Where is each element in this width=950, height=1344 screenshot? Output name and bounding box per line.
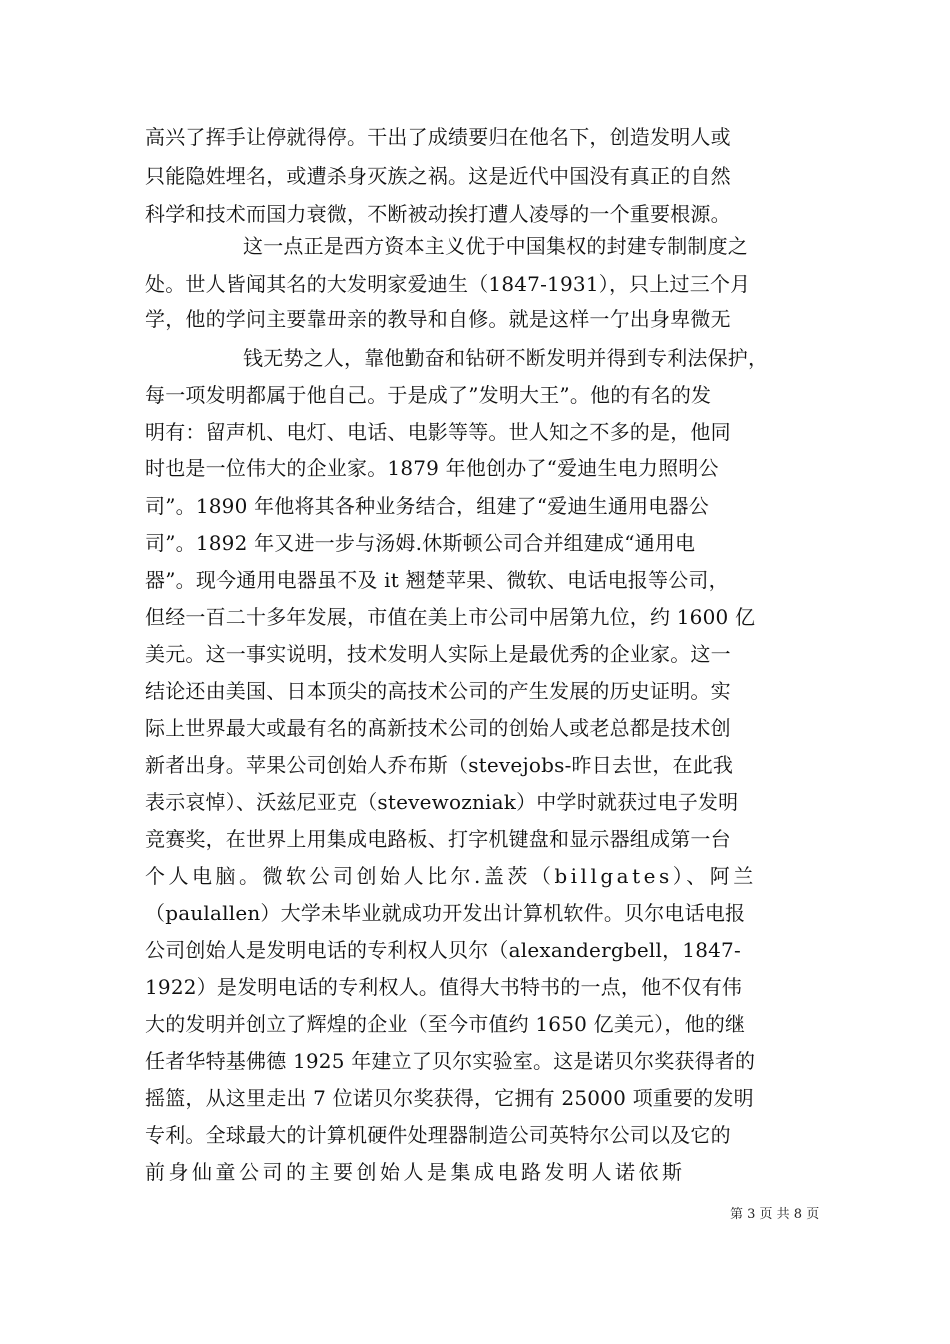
text-line: 处。世人皆闻其名的大发明家爱迪生（1847-1931），只上过三个月 [145, 272, 751, 296]
text-line: 司”。1892 年又进一步与汤姆.休斯顿公司合并组建成“通用电 [145, 531, 696, 555]
page-number-footer: 第 3 页 共 8 页 [730, 1207, 820, 1222]
text-line: 司”。1890 年他将其各种业务结合，组建了“爱迪生通用电器公 [145, 494, 709, 518]
text-line: 摇篮，从这里走出 7 位诺贝尔奖获得，它拥有 25000 项重要的发明 [145, 1086, 754, 1110]
text-line: 学，他的学问主要靠毌亲的教导和自修。就是这样一亇出身卑微无 [145, 307, 731, 331]
text-line: 际上世界最大或最有名的髙新技术公司的创始人或老总都是技术创 [145, 716, 731, 740]
text-line: 公司创始人是发明电话的专利权人贝尔（alexandergbell，1847- [145, 938, 741, 962]
text-line: 但经一百二十多年发展，市值在美上市公司中居第九位，约 1600 亿 [145, 605, 756, 629]
text-line: 前身仙童公司的主要创始人是集成电路发明人诺依斯 [145, 1160, 686, 1184]
text-line: 专利。全球最大的计算机硬件处理器制造公司英特尔公司以及它的 [145, 1123, 731, 1147]
text-line: 器”。现今通用电器虽不及 it 翘楚苹果、微软、电话电报等公司， [145, 568, 729, 592]
text-line: 个人电脑。微软公司创始人比尔.盖茨（billgates）、阿兰 [145, 864, 757, 888]
text-line: （paulallen）大学未毕业就成功开发出计算机软件。贝尔电话电报 [145, 901, 746, 925]
text-line: 科学和技术而国力衰微，不断被动挨打遭人凌辱的一个重要根源。 [145, 202, 731, 226]
text-line: 美元。这一事实说明，技术发明人实际上是最优秀的企业家。这一 [145, 642, 731, 666]
text-line: 新者出身。苹果公司创始人乔布斯（stevejobs-昨日去世，在此我 [145, 753, 734, 777]
text-line: 表示哀悼）、沃兹尼亚克（stevewozniak）中学时就获过电子发明 [145, 790, 739, 814]
text-line: 高兴了挥手让停就得停。干出了成绩要归在他名下，创造发明人或 [145, 125, 731, 149]
text-line: 这一点正是西方资本主义优于中国集权的封建专制制度之 [243, 234, 748, 258]
text-line: 时也是一位伟大的企业家。1879 年他创办了“爱迪生电力照明公 [145, 456, 719, 480]
text-line: 结论还由美国、日本顶尖的高技术公司的产生发展的历史证明。实 [145, 679, 731, 703]
text-line: 明有：留声机、电灯、电话、电影等等。世人知之不多的是，他同 [145, 420, 731, 444]
text-line: 每一项发明都属于他自己。于是成了”发明大王”。他的有名的发 [145, 383, 712, 407]
text-line: 钱无势之人，靠他勤奋和钻研不断发明并得到专利法保护， [243, 346, 769, 370]
text-line: 竞赛奖，在世界上用集成电路板、打字机键盘和显示器组成第一台 [145, 827, 731, 851]
text-line: 只能隐姓埋名，或遭杀身灭族之祸。这是近代中国没有真正的自然 [145, 164, 731, 188]
text-line: 任者华特基佛德 1925 年建立了贝尔实验室。这是诺贝尔奖获得者的 [145, 1049, 756, 1073]
text-line: 1922）是发明电话的专利权人。值得大书特书的一点，他不仅有伟 [145, 975, 743, 999]
text-line: 大的发明并创立了辉煌的企业（至今市值约 1650 亿美元），他的继 [145, 1012, 746, 1036]
